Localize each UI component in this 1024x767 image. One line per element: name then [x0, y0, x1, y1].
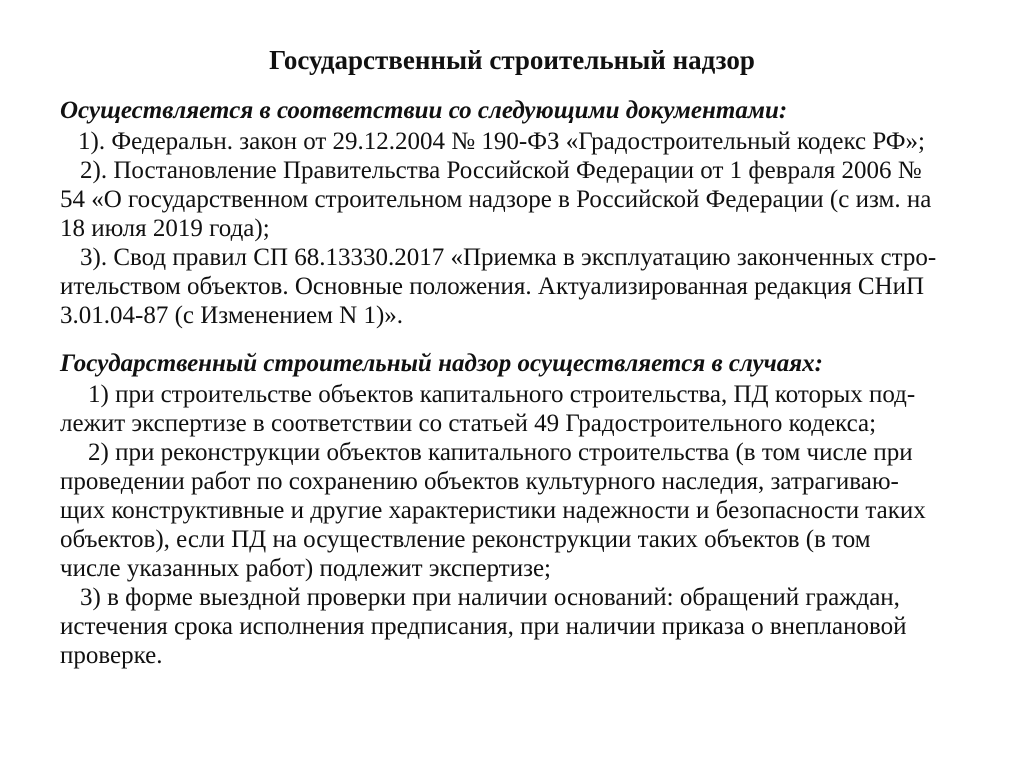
case-item-1-line-1: 1) при строительстве объектов капитального строительства, ПД которых под- — [88, 381, 916, 408]
case-item-3 — [60, 583, 980, 670]
document-item-3 — [60, 243, 980, 330]
case-item-2-line-2: проведении работ по сохранению объектов культурного наследия, затрагиваю- — [60, 468, 899, 495]
cases-heading: Государственный строительный надзор осуществляется в случаях: — [60, 350, 823, 377]
document-item-3-line-3: 3.01.04-87 (с Изменением N 1)». — [60, 302, 404, 329]
document-item-3-line-2: ительством объектов. Основные положения. Актуализированная редакция СНиП — [60, 273, 925, 300]
case-item-2-line-3: щих конструктивные и другие характеристики надежности и безопасности таких — [60, 497, 926, 524]
document-item-2 — [60, 156, 980, 243]
documents-heading: Осуществляется в соответствии со следующими документами: — [60, 97, 788, 124]
case-item-2 — [60, 438, 980, 583]
case-item-3-line-2: истечения срока исполнения предписания, при наличии приказа о внеплановой — [60, 613, 907, 640]
document-item-2-line-2: 54 «О государственном строительном надзоре в Российской Федерации (с изм. на — [60, 186, 932, 213]
case-item-2-line-4: объектов), если ПД на осуществление реконструкции таких объектов (в том — [60, 526, 871, 553]
document-item-2-line-3: 18 июля 2019 года); — [60, 215, 270, 242]
case-item-3-line-3: проверке. — [60, 642, 163, 669]
document-item-3-line-1: 3). Свод правил СП 68.13330.2017 «Приемка в эксплуатацию законченных стро- — [80, 244, 937, 271]
slide-title: Государственный строительный надзор — [269, 45, 755, 75]
case-item-2-line-1: 2) при реконструкции объектов капитального строительства (в том числе при — [88, 439, 913, 466]
document-item-1 — [60, 127, 980, 156]
case-item-1 — [60, 380, 980, 438]
case-item-2-line-5: числе указанных работ) подлежит экспертизе; — [60, 555, 551, 582]
document-item-1-line-1: 1). Федеральн. закон от 29.12.2004 № 190-ФЗ «Градостроительный кодекс РФ»; — [78, 128, 925, 155]
case-item-1-line-2: лежит экспертизе в соответствии со статьей 49 Градостроительного кодекса; — [60, 410, 877, 437]
cases-section — [60, 349, 980, 670]
documents-section — [60, 96, 980, 330]
document-item-2-line-1: 2). Постановление Правительства Российской Федерации от 1 февраля 2006 № — [80, 157, 922, 184]
case-item-3-line-1: 3) в форме выездной проверки при наличии оснований: обращений граждан, — [80, 584, 900, 611]
